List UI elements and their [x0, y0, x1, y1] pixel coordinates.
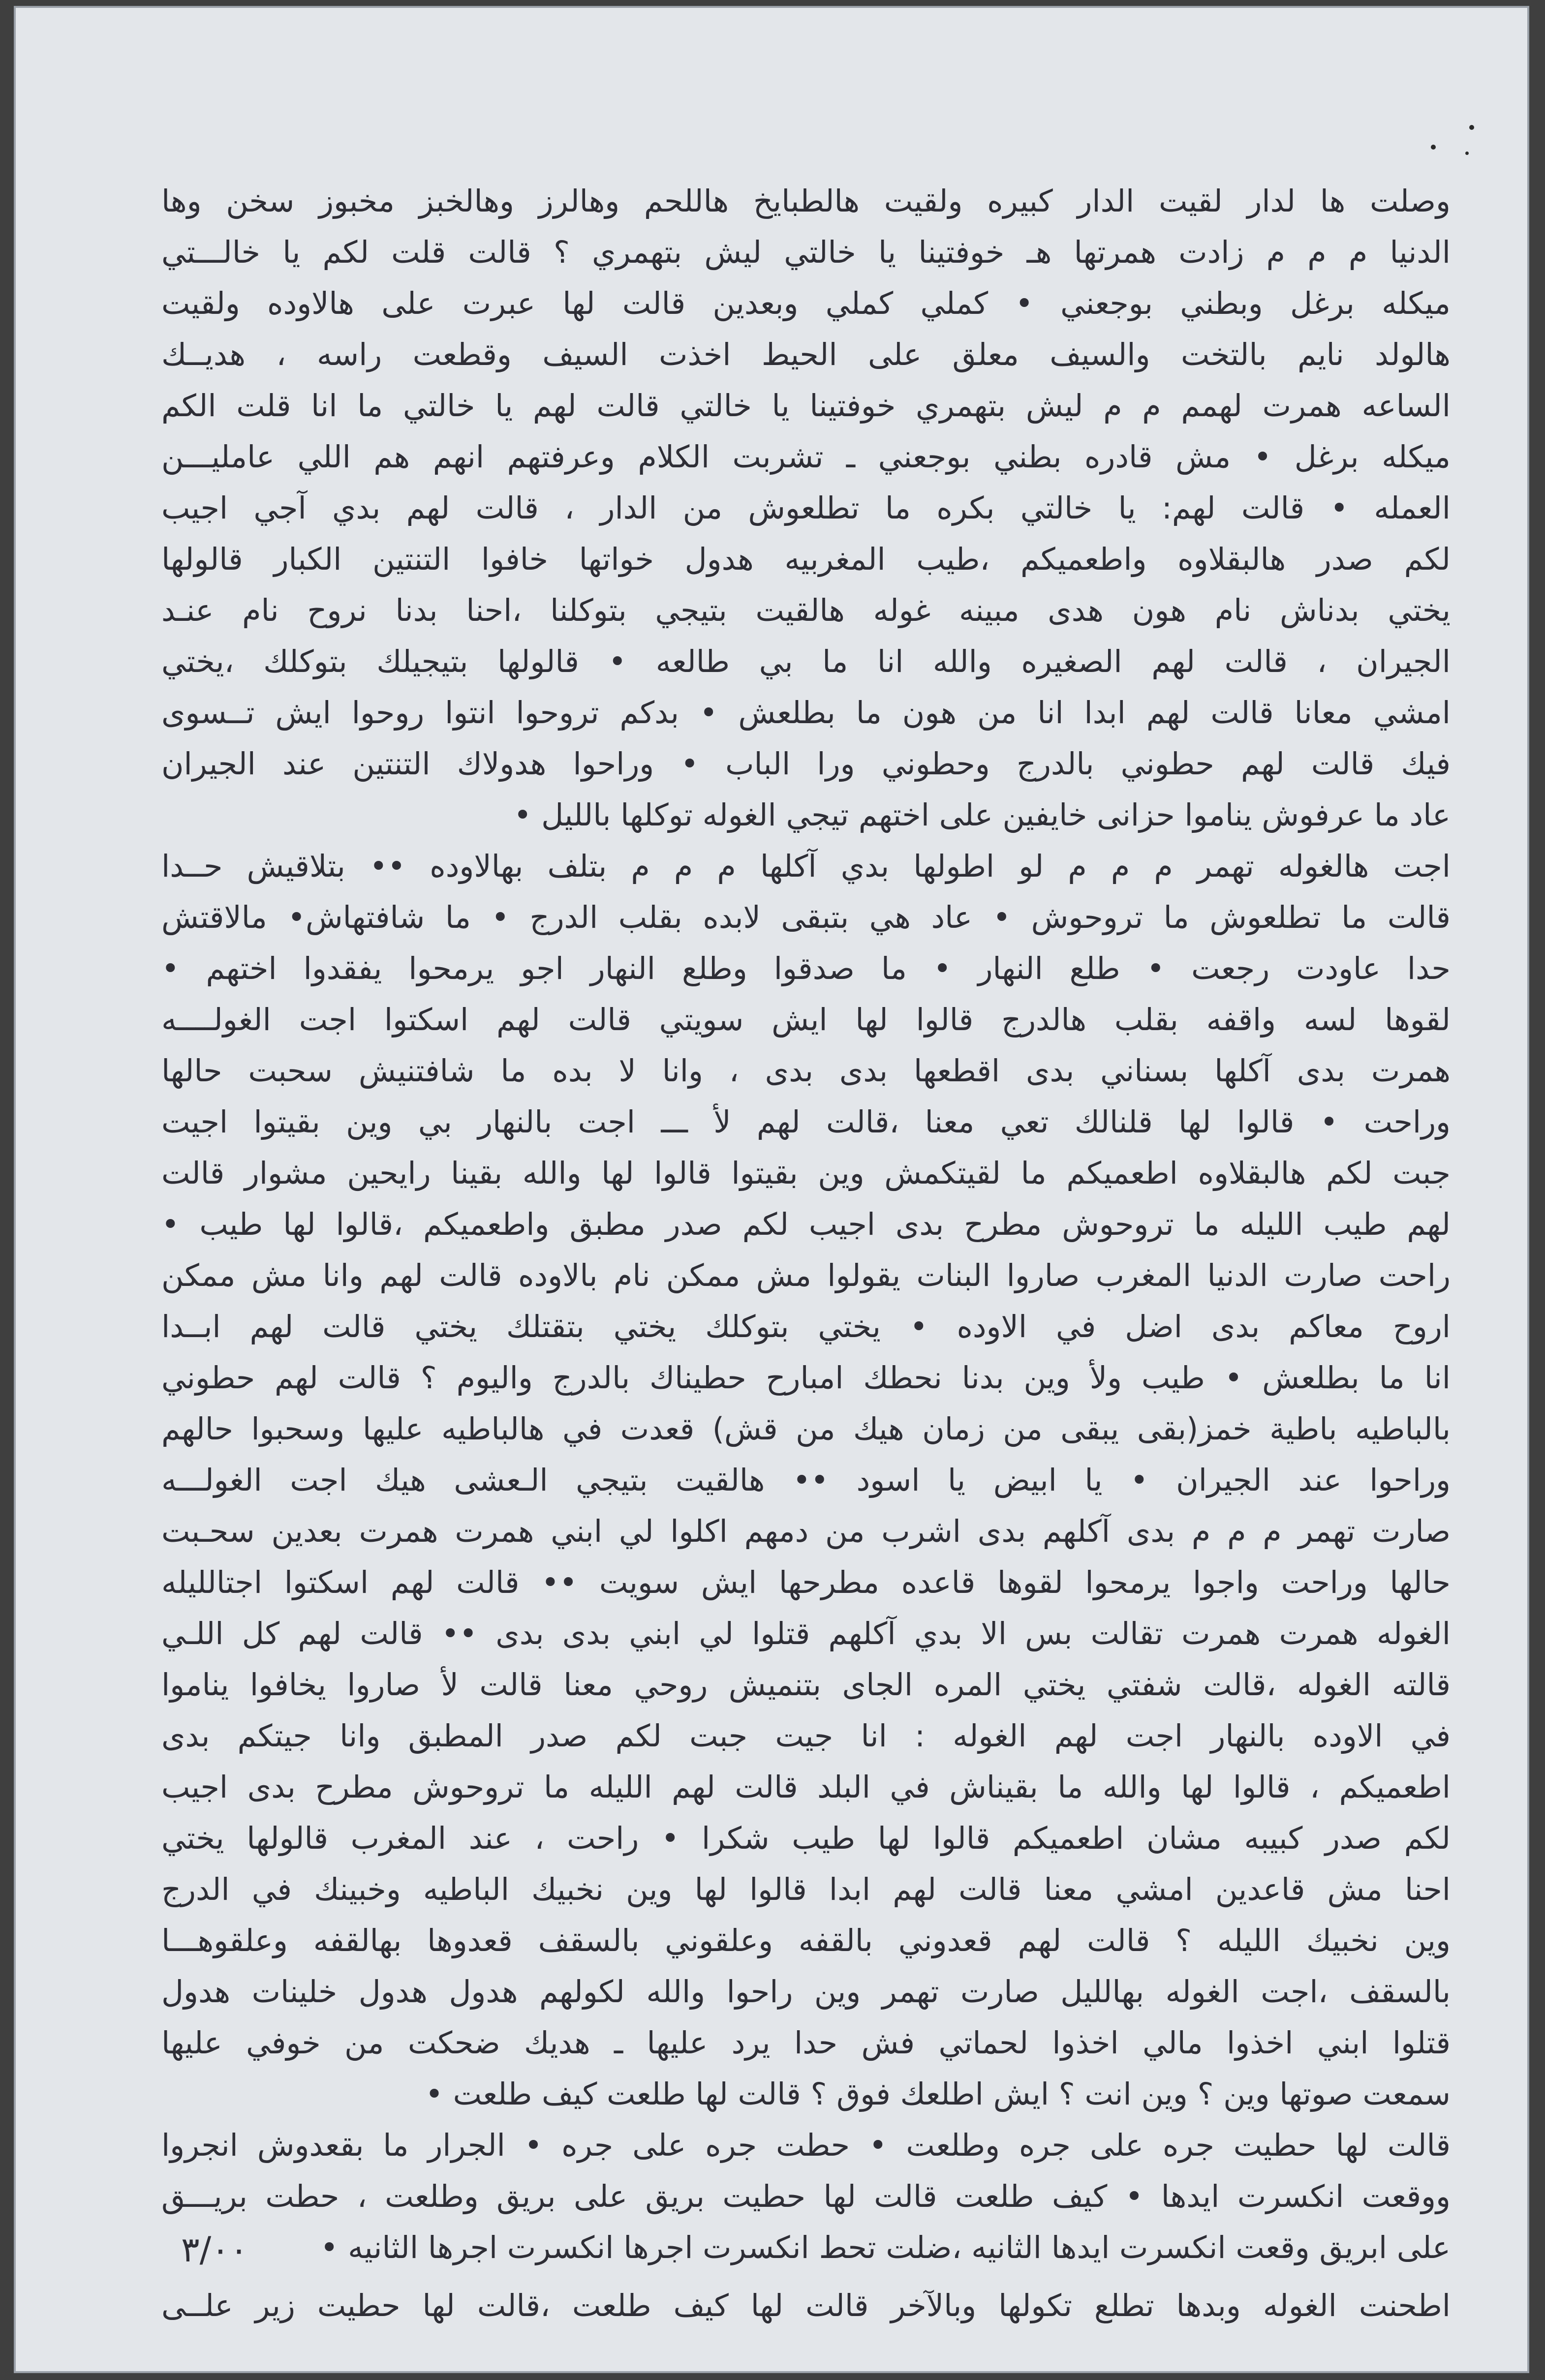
- text-line: امشي معانا قالت لهم ابدا انا من هون ما بطلعش • بدكم تروحوا انتوا روحوا ايش تــسوى: [161, 695, 1451, 731]
- text-line: وراحت • قالوا لها قلنالك تعي معنا ،قالت لهم لأ ـــ اجت بالنهار بي وين بقيتوا اجيت: [161, 1104, 1451, 1140]
- text-line: لكم صدر هالبقلاوه واطعميكم ،طيب المغربيه هدول خواتها خافوا التنتين الكبار قالولها: [161, 541, 1451, 577]
- text-line: يختي بدناش نام هون هدى مبينه غوله هالقيت بتيجي بتوكلنا ،احنا بدنا نروح نام عنـد: [161, 592, 1451, 628]
- text-line: قالت ما تطلعوش ما تروحوش • عاد هي بتبقى لابده بقلب الدرج • ما شافتهاش• مالاقتش: [161, 899, 1451, 935]
- text-line: هالولد نايم بالتخت والسيف معلق على الحيط اخذت السيف وقطعت راسه ، هديــك: [161, 336, 1451, 372]
- page-number: ٣/٠٠: [181, 2229, 248, 2270]
- text-line: بالباطيه باطية خمز(بقى يبقى من زمان هيك من قش) قعدت في هالباطيه عليها وسحبوا حالهم: [161, 1411, 1451, 1447]
- text-line: جبت لكم هالبقلاوه اطعميكم ما لقيتكمش وين بقيتوا قالوا لها والله بقينا رايحين مشوار قالت: [161, 1155, 1451, 1191]
- text-line: الدنيا م م م زادت همرتها هـ خوفتينا يا خالتي ليش بتهمري ؟ قالت قلت لكم يا خالـــتي: [161, 234, 1451, 270]
- text-line: الجيران ، قالت لهم الصغيره والله انا ما بي طالعه • قالولها بتيجيلك بتوكلك ،يختي: [161, 643, 1451, 679]
- text-line: قتلوا ابني اخذوا مالي اخذوا لحماتي فش حدا يرد عليها ـ هديك ضحكت من خوفي عليها: [161, 2025, 1451, 2061]
- text-line: انا ما بطلعش • طيب ولأ وين بدنا نحطك امبارح حطيناك بالدرج واليوم ؟ قالت لهم حطوني: [161, 1360, 1451, 1396]
- typed-text-body: [161, 176, 1451, 2331]
- text-line: ميكله برغل وبطني بوجعني • كملي كملي وبعدين قالت لها عبرت على هالاوده ولقيت: [161, 285, 1451, 321]
- text-line: لهم طيب الليله ما تروحوش مطرح بدى اجيب لكم صدر مطبق واطعميكم ،قالوا لها طيب •: [161, 1206, 1451, 1242]
- ink-speck: [1469, 125, 1474, 130]
- text-line: على ابريق وقعت انكسرت ايدها الثانيه ،ضلت تحط انكسرت اجرها انكسرت اجرها الثانيه •: [320, 2229, 1451, 2265]
- text-line: ميكله برغل • مش قادره بطني بوجعني ـ تشربت الكلام وعرفتهم انهم هم اللي عامليـــن: [161, 439, 1451, 475]
- text-line: لكم صدر كبيبه مشان اطعميكم قالوا لها طيب شكرا • راحت ، عند المغرب قالولها يختي: [161, 1820, 1451, 1856]
- text-line: وصلت ها لدار لقيت الدار كبيره ولقيت هالطبايخ هاللحم وهالرز وهالخبز مخبوز سخن وها: [161, 183, 1451, 219]
- text-line: احنا مش قاعدين امشي معنا قالت لهم ابدا قالوا لها وين نخبيك الباطيه وخبينك في الدرج: [161, 1871, 1451, 1907]
- text-line: وين نخبيك الليله ؟ قالت لهم قعدوني بالقفه وعلقوني بالسقف قعدوها بهالقفه وعلقوهـــا: [161, 1922, 1451, 1958]
- text-line: اطعميكم ، قالوا لها والله ما بقيناش في البلد قالت لهم الليله ما تروحوش مطرح بدى اجيب: [161, 1769, 1451, 1805]
- text-line: فيك قالت لهم حطوني بالدرج وحطوني ورا الباب • وراحوا هدولاك التنتين عند الجيران: [161, 746, 1451, 782]
- text-line: اطحنت الغوله وبدها تطلع تكولها وبالآخر قالت لها كيف طلعت ،قالت لها حطيت زير علــى: [161, 2288, 1451, 2323]
- text-line: اجت هالغوله تهمر م م م لو اطولها بدي آكلها م م م بتلف بهالاوده •• بتلاقيش حــدا: [161, 848, 1451, 884]
- paper-sheet: [14, 6, 1529, 2373]
- text-line: راحت صارت الدنيا المغرب صاروا البنات يقولوا مش ممكن نام بالاوده قالت لهم وانا مش ممكن: [161, 1257, 1451, 1293]
- text-line: العمله • قالت لهم: يا خالتي بكره ما تطلعوش من الدار ، قالت لهم بدي آجي اجيب: [161, 490, 1451, 526]
- text-line: حدا عاودت رجعت • طلع النهار • ما صدقوا وطلع النهار اجو يرمحوا يفقدوا اختهم •: [161, 950, 1451, 986]
- text-line: همرت بدى آكلها بسناني بدى اقطعها بدى بدى ، وانا لا بده ما شافتنيش سحبت حالها: [161, 1053, 1451, 1089]
- text-line: بالسقف ،اجت الغوله بهالليل صارت تهمر وين راحوا والله لكولهم هدول هدول خلينات هدول: [161, 1974, 1451, 2010]
- text-line: عاد ما عرفوش يناموا حزانى خايفين على اختهم تيجي الغوله توكلها بالليل •: [513, 797, 1451, 833]
- text-line: حالها وراحت واجوا يرمحوا لقوها قاعده مطرحها ايش سويت •• قالت لهم اسكتوا اجتالليله: [161, 1564, 1451, 1600]
- text-line: سمعت صوتها وين ؟ وين انت ؟ ايش اطلعك فوق ؟ قالت لها طلعت كيف طلعت •: [425, 2076, 1451, 2112]
- text-line: ووقعت انكسرت ايدها • كيف طلعت قالت لها حطيت بريق على بريق وطلعت ، حطت بريـــق: [161, 2178, 1451, 2214]
- text-line: الغوله همرت همرت تقالت بس الا بدي آكلهم قتلوا لي ابني بدى بدى •• قالت لهم كل اللـي: [161, 1616, 1451, 1651]
- text-line: الساعه همرت لهمم م م ليش بتهمري خوفتينا يا خالتي قالت لهم يا خالتي ما انا قلت الكم: [161, 388, 1451, 424]
- text-line: لقوها لسه واقفه بقلب هالدرج قالوا لها ايش سويتي قالت لهم اسكتوا اجت الغولــــه: [161, 1002, 1451, 1037]
- ink-speck: [1465, 152, 1469, 155]
- text-line: اروح معاكم بدى اضل في الاوده • يختي بتوكلك يختي بتقتلك يختي قالت لهم ابــدا: [161, 1309, 1451, 1344]
- text-line: وراحوا عند الجيران • يا ابيض يا اسود •• هالقيت بتيجي الـعشى هيك اجت الغولـــه: [161, 1462, 1451, 1498]
- text-line: صارت تهمر م م م بدى آكلهم بدى اشرب من دمهم اكلوا لي ابني همرت همرت بعدين سحـبت: [161, 1513, 1451, 1549]
- text-line: في الاوده بالنهار اجت لهم الغوله : انا جيت جبت لكم صدر المطبق وانا جيتكم بدى: [161, 1718, 1451, 1754]
- ink-speck: [1431, 145, 1436, 150]
- text-line: قالته الغوله ،قالت شفتي يختي المره الجاى بتنميش روحي معنا قالت لأ صاروا يخافوا يناموا: [161, 1667, 1451, 1703]
- text-line: قالت لها حطيت جره على جره وطلعت • حطت جره على جره • الجرار ما بقعدوش انجروا: [161, 2127, 1451, 2163]
